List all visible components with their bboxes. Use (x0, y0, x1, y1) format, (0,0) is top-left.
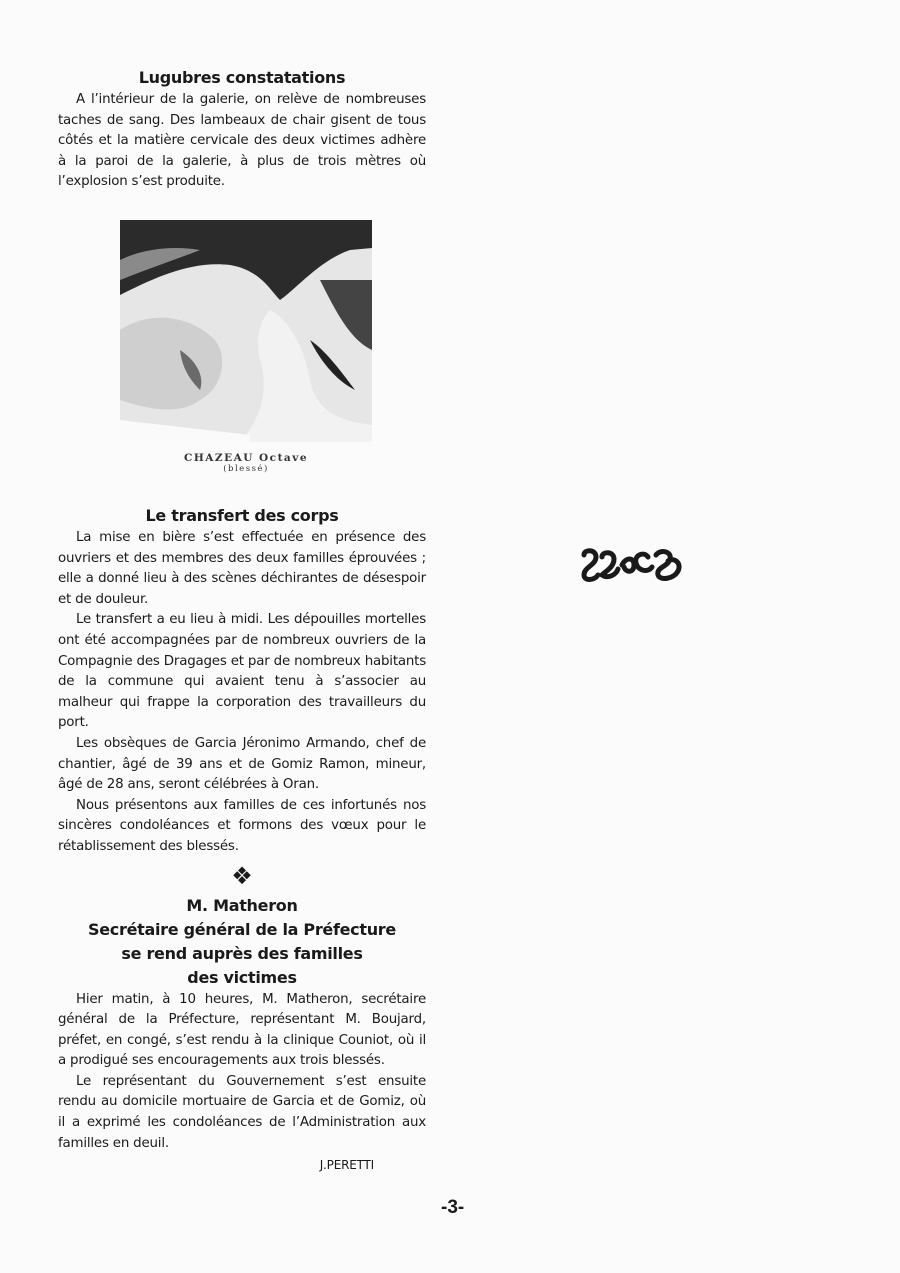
flourish-ornament-icon (578, 545, 688, 585)
section-transfert (58, 504, 426, 1172)
photo-caption (120, 452, 372, 474)
paragraph: Le transfert a eu lieu à midi. Les dépouilles mortelles ont été accompagnées par de nombreux ouvriers de la Compagnie des Dragages et par de nombreux habitants de la commune qui avaient tenu à s’associer au malheur qui frappe la corporation des travailleurs du port. (58, 612, 426, 731)
heading-matheron-line2: Secrétaire général de la Préfecture (88, 919, 396, 939)
signature: J.PERETTI (319, 1158, 374, 1173)
caption-sub: (blessé) (223, 464, 269, 474)
paragraph: Nous présentons aux familles de ces infortunés nos sincères condoléances et formons des vœux pour le rétablissement des blessés. (58, 797, 426, 854)
section-lugubres (58, 66, 426, 193)
heading-matheron-line1: M. Matheron (186, 895, 298, 915)
paragraph: Les obsèques de Garcia Jéronimo Armando, chef de chantier, âgé de 39 ans et de Gomiz Ramon, mineur, âgé de 28 ans, seront célébrées à Oran. (58, 735, 426, 793)
page-number: -3- (441, 1197, 465, 1218)
heading-lugubres-constatations: Lugubres constatations (138, 68, 346, 87)
heading-matheron-line4: des victimes (187, 967, 297, 987)
paragraph: Hier matin, à 10 heures, M. Matheron, secrétaire général de la Préfecture, représentant M. Boujard, préfet, en congé, s’est rendu à la clinique Couniot, où il a prodigué ses encouragements aux trois blessés. (58, 991, 426, 1069)
photo-chazeau (120, 220, 372, 442)
photo-image (120, 220, 372, 442)
caption-name: CHAZEAU Octave (183, 452, 309, 464)
diamond-cluster-icon: ❖ (231, 862, 253, 890)
heading-matheron-line3: se rend auprès des familles (121, 943, 363, 963)
paragraph: A l’intérieur de la galerie, on relève de nombreuses taches de sang. Des lambeaux de chair gisent de tous côtés et la matière cervicale des deux victimes adhère à la paroi de la galerie, à plus de trois mètres où l’explosion s’est produite. (58, 92, 426, 190)
heading-transfert-des-corps: Le transfert des corps (145, 506, 339, 525)
paragraph: La mise en bière s’est effectuée en présence des ouvriers et des membres des deux familles éprouvées ; elle a donné lieu à des scènes déchirantes de désespoir et de douleur. (58, 530, 426, 607)
paragraph: Le représentant du Gouvernement s’est ensuite rendu au domicile mortuaire de Garcia et de Gomiz, où il a exprimé les condoléances de l’Administration aux familles en deuil. (58, 1073, 426, 1151)
